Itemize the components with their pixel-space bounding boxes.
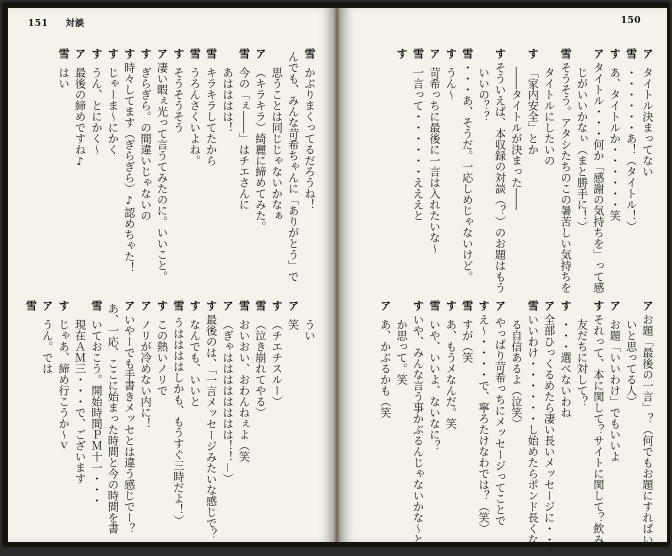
dialogue-line <box>428 48 440 266</box>
dialogue-line <box>559 48 573 293</box>
dialogue-text: あはははは！ <box>221 67 235 133</box>
dialogue-line <box>40 300 52 526</box>
speaker-mark: 雪 <box>559 48 573 59</box>
speaker-mark: ア <box>73 48 87 59</box>
dialogue-line <box>122 48 136 273</box>
speaker-mark: す <box>444 48 458 59</box>
dialogue-text: 現在ＡＭ三・・・で、ございます <box>73 319 87 484</box>
speaker-mark: す <box>591 300 605 311</box>
dialogue-text: かぶりまくってるだろうね！ <box>303 67 317 210</box>
dialogue-text: んでも、みんな苛希ちゃんに「ありがとう」で <box>286 51 300 282</box>
dialogue-text: え～・・・・で、寧ろたけなわでは？（笑） <box>477 314 491 534</box>
book-gutter <box>333 8 341 542</box>
dialogue-text: いておこう。開始時間ＰＭ十一・・・ <box>89 319 103 506</box>
dialogue-line <box>477 48 489 266</box>
dialogue-text: （キラキラ）綺麗に締めてみた。 <box>253 67 267 232</box>
dialogue-text: この熱いノリで <box>155 319 169 396</box>
dialogue-line <box>237 300 249 526</box>
speaker-mark: 雪 <box>237 300 251 311</box>
speaker-mark: す <box>270 300 284 311</box>
dialogue-line <box>57 300 69 526</box>
dialogue-text: うん、とにかく～ <box>89 67 103 155</box>
dialogue-text: あ、タイトルか・・・・・・笑 <box>608 67 622 221</box>
dialogue-line <box>24 300 36 526</box>
dialogue-line <box>139 300 151 526</box>
speaker-mark: ア <box>493 300 507 311</box>
dialogue-line <box>204 48 216 266</box>
dialogue-line <box>378 300 390 526</box>
dialogue-text: タイトル・・・何か「感謝の気持ちを」って感 <box>591 62 605 293</box>
dialogue-line <box>559 300 571 526</box>
dialogue-text: 「家内安全」とか <box>526 67 540 155</box>
right-page <box>341 8 667 556</box>
speaker-mark: 雪 <box>89 300 103 311</box>
dialogue-line <box>444 48 456 266</box>
dialogue-text: あ、かぶるかも（笑 <box>378 319 392 418</box>
dialogue-text: キラキラしてたから <box>204 67 218 166</box>
dialogue-text: 最後の締めですね♪ <box>73 67 87 168</box>
dialogue-text: 最後のは、「一言メッセージみたいな感じで？ <box>204 314 218 540</box>
dialogue-line <box>171 300 183 526</box>
speaker-mark: 雪 <box>411 48 425 59</box>
dialogue-line <box>509 48 521 266</box>
speaker-mark: す <box>188 300 202 311</box>
speaker-mark: す <box>559 300 573 311</box>
dialogue-line <box>90 48 102 266</box>
speaker-mark: ア <box>286 300 300 311</box>
speaker-mark: ア <box>378 300 392 311</box>
speaker-mark: 雪 <box>24 300 38 311</box>
dialogue-line <box>303 48 315 266</box>
dialogue-text: そうそうそう <box>171 67 185 133</box>
dialogue-text: ノリが冷めない内に！ <box>139 319 153 429</box>
dialogue-line <box>624 300 636 526</box>
dialogue-line <box>591 48 605 293</box>
speaker-mark: ア <box>122 300 136 311</box>
dialogue-line <box>591 300 605 545</box>
dialogue-line <box>188 48 200 266</box>
dialogue-text: か思って。笑 <box>395 319 409 385</box>
speaker-mark: 雪 <box>460 300 474 311</box>
dialogue-line <box>188 300 200 526</box>
page-number: 151 <box>28 19 49 29</box>
dialogue-line <box>73 48 85 266</box>
speaker-mark: 雪 <box>303 48 317 59</box>
dialogue-line <box>155 48 169 282</box>
dialogue-line <box>493 300 505 526</box>
speaker-mark: ア <box>542 300 556 311</box>
dialogue-text: じゃーま～にかく <box>106 67 120 155</box>
dialogue-text: 苛希っちに最後に一言は入れたいな～ <box>427 67 441 254</box>
dialogue-line <box>73 300 85 526</box>
dialogue-line <box>624 48 636 266</box>
dialogue-line <box>411 300 425 545</box>
dialogue-line <box>253 48 265 266</box>
speaker-mark: 雪 <box>526 300 540 311</box>
dialogue-text: じがいいかなぃ（まと勝手に！） <box>575 67 589 232</box>
dialogue-text: 友だちに対して？ <box>575 319 589 407</box>
dialogue-text: （ぎゃはははははははは！！－） <box>221 319 235 484</box>
speaker-mark: ア <box>253 48 267 59</box>
dialogue-line <box>526 48 538 266</box>
dialogue-text: そうそう。アタシたちのこの暑苦しい気持ちを <box>559 62 573 293</box>
dialogue-text: あ、一応、ここに始まった時間と今の時間を書 <box>106 303 120 534</box>
speaker-mark: ア <box>641 300 655 311</box>
dialogue-line <box>122 300 136 534</box>
dialogue-text: お題「いいわけ」でもいいよ <box>608 319 622 462</box>
dialogue-line <box>171 48 183 266</box>
running-title: 対談 <box>65 19 85 29</box>
dialogue-line <box>477 300 491 534</box>
speaker-mark: 雪 <box>171 300 185 311</box>
dialogue-text: ――タイトルが決まった―― <box>509 67 523 210</box>
dialogue-text: いやーでも手書きメッセとは違う感じでー？ <box>122 314 136 534</box>
dialogue-text: ・・・あ、そうだ。一応しめじゃないけど。 <box>460 62 474 282</box>
dialogue-text: タイトル決まってない <box>641 67 655 177</box>
dialogue-line <box>139 48 151 266</box>
dialogue-line <box>542 48 554 266</box>
speaker-mark: ア <box>427 48 441 59</box>
dialogue-line <box>106 300 120 534</box>
speaker-mark: す <box>526 48 540 59</box>
speaker-mark: す <box>89 48 103 59</box>
dialogue-text: うい <box>303 319 317 341</box>
dialogue-line <box>411 48 423 266</box>
dialogue-line <box>90 300 102 526</box>
speaker-mark: ア <box>591 48 605 59</box>
dialogue-line <box>237 48 249 266</box>
speaker-mark: す <box>204 300 218 311</box>
dialogue-text: 思うことは同じじゃないかなぁ <box>270 67 284 221</box>
dialogue-line <box>270 48 282 266</box>
dialogue-text: 凄い暇ぇ光って言うてみたのに。いいこと。 <box>155 62 169 282</box>
dialogue-line <box>608 48 620 266</box>
speaker-mark: す <box>155 300 169 311</box>
speaker-mark: ア <box>608 300 622 311</box>
speaker-mark: す <box>171 48 185 59</box>
speaker-mark: 雪 <box>624 48 638 59</box>
dialogue-line <box>641 300 655 545</box>
speaker-mark: 雪 <box>57 48 71 59</box>
dialogue-text: すが（笑 <box>460 319 474 363</box>
dialogue-line <box>460 48 474 282</box>
right-upper-dialogue <box>395 48 655 293</box>
speaker-mark: 雪 <box>460 48 474 59</box>
dialogue-text: おいおい、おわんねぇよ（笑 <box>237 319 251 462</box>
speaker-mark: す <box>608 48 622 59</box>
dialogue-text: 時々してます（ぎらぎら）♪認めちゃた！ <box>122 62 136 273</box>
dialogue-line <box>608 300 620 526</box>
dialogue-text: じゃあ、締め行こうか～ｖ <box>57 319 71 451</box>
dialogue-line <box>575 48 587 266</box>
right-page-header <box>621 16 655 26</box>
dialogue-text: ・・・・・・あ！（タイトル！） <box>624 67 638 232</box>
dialogue-text: あ、もうメなんだ。笑 <box>444 319 458 429</box>
speaker-mark: す <box>57 300 71 311</box>
dialogue-text: なんでも、いいと <box>188 319 202 407</box>
dialogue-line <box>493 48 507 293</box>
page-number: 150 <box>620 16 641 26</box>
dialogue-line <box>155 300 167 526</box>
dialogue-text: （泣き崩れてやる） <box>253 319 267 418</box>
dialogue-line <box>575 300 587 526</box>
dialogue-text: 全部ひっくるめたら凄い長いメッセージに・・・ <box>542 314 556 556</box>
right-lower-dialogue <box>378 300 655 556</box>
speaker-mark: ア <box>40 300 54 311</box>
speaker-mark: す <box>493 48 507 59</box>
speaker-mark: す <box>395 48 409 59</box>
speaker-mark: す <box>139 48 153 59</box>
speaker-mark: す <box>106 48 120 59</box>
dialogue-line <box>204 300 218 540</box>
dialogue-text: それって、本に関して？サイトに関して？飲み <box>591 314 605 545</box>
left-page <box>8 8 333 542</box>
speaker-mark: す <box>411 300 425 311</box>
dialogue-text: お題「最後の一言」？（何でもお題にすればい <box>641 314 655 545</box>
dialogue-line <box>428 300 440 526</box>
speaker-mark: 雪 <box>427 300 441 311</box>
speaker-mark: 雪 <box>188 48 202 59</box>
dialogue-text: いいわけ・・・・・・し始めたらポンド長くな <box>526 314 540 545</box>
dialogue-line <box>270 300 282 526</box>
dialogue-text: うん～ <box>444 67 458 100</box>
dialogue-text: いいの？？ <box>477 67 491 122</box>
dialogue-line <box>542 300 556 556</box>
dialogue-text: やっぱり苛希っちにメッセージってことで <box>493 317 507 526</box>
speaker-mark: す <box>444 300 458 311</box>
dialogue-line <box>286 48 300 282</box>
speaker-mark: 雪 <box>253 300 267 311</box>
dialogue-line <box>106 48 118 266</box>
speaker-mark: す <box>122 48 136 59</box>
dialogue-text: る自信あるよ（泣笑） <box>509 319 523 429</box>
speaker-mark: ア <box>155 48 169 59</box>
speaker-mark: 雪 <box>237 48 251 59</box>
dialogue-text: ・・・選べないわね <box>559 319 573 418</box>
dialogue-text: タイトルにしたいの <box>542 67 556 166</box>
dialogue-line <box>395 300 407 526</box>
left-lower-dialogue <box>24 300 317 540</box>
dialogue-line <box>221 48 233 266</box>
dialogue-line <box>444 300 456 526</box>
dialogue-line <box>509 300 521 526</box>
dialogue-line <box>303 300 315 526</box>
speaker-mark: ア <box>641 48 655 59</box>
dialogue-text: そういえば、本収録の対談（？）のお題はもう <box>493 62 507 293</box>
dialogue-line <box>395 48 407 266</box>
dialogue-text: うははははしかも、もうすぐ三時だよ！） <box>171 317 185 526</box>
left-page-header <box>28 16 85 29</box>
dialogue-text: 笑 <box>286 319 300 330</box>
dialogue-text: うん。では <box>40 319 54 374</box>
dialogue-line <box>221 300 233 526</box>
dialogue-text: ぎらぎら。の間違いじゃないの <box>139 67 153 221</box>
dialogue-text: はい <box>57 67 71 89</box>
speaker-mark: ア <box>139 300 153 311</box>
dialogue-line <box>460 300 472 526</box>
dialogue-text: いや、みんな言う事かぶるんじゃないかな～と <box>411 314 425 545</box>
dialogue-line <box>286 300 298 526</box>
dialogue-text: （チエチスルー） <box>270 319 284 407</box>
speaker-mark: ア <box>221 300 235 311</box>
dialogue-line <box>253 300 265 526</box>
dialogue-text: うろんさくいよね。 <box>188 67 202 166</box>
dialogue-text: 一言って・・・・・・えええと <box>411 67 425 221</box>
speaker-mark: す <box>477 300 491 311</box>
book-spread <box>2 2 670 556</box>
speaker-mark: 雪 <box>204 48 218 59</box>
dialogue-text: いや、いいよ、ないなに？ <box>427 319 441 451</box>
dialogue-line <box>526 300 540 545</box>
dialogue-text: 今の「ぇ――」はチエさんに <box>237 67 251 210</box>
dialogue-text: いと思ってる人） <box>624 319 638 407</box>
dialogue-line <box>641 48 653 266</box>
dialogue-line <box>57 48 69 266</box>
left-upper-dialogue <box>57 48 317 282</box>
